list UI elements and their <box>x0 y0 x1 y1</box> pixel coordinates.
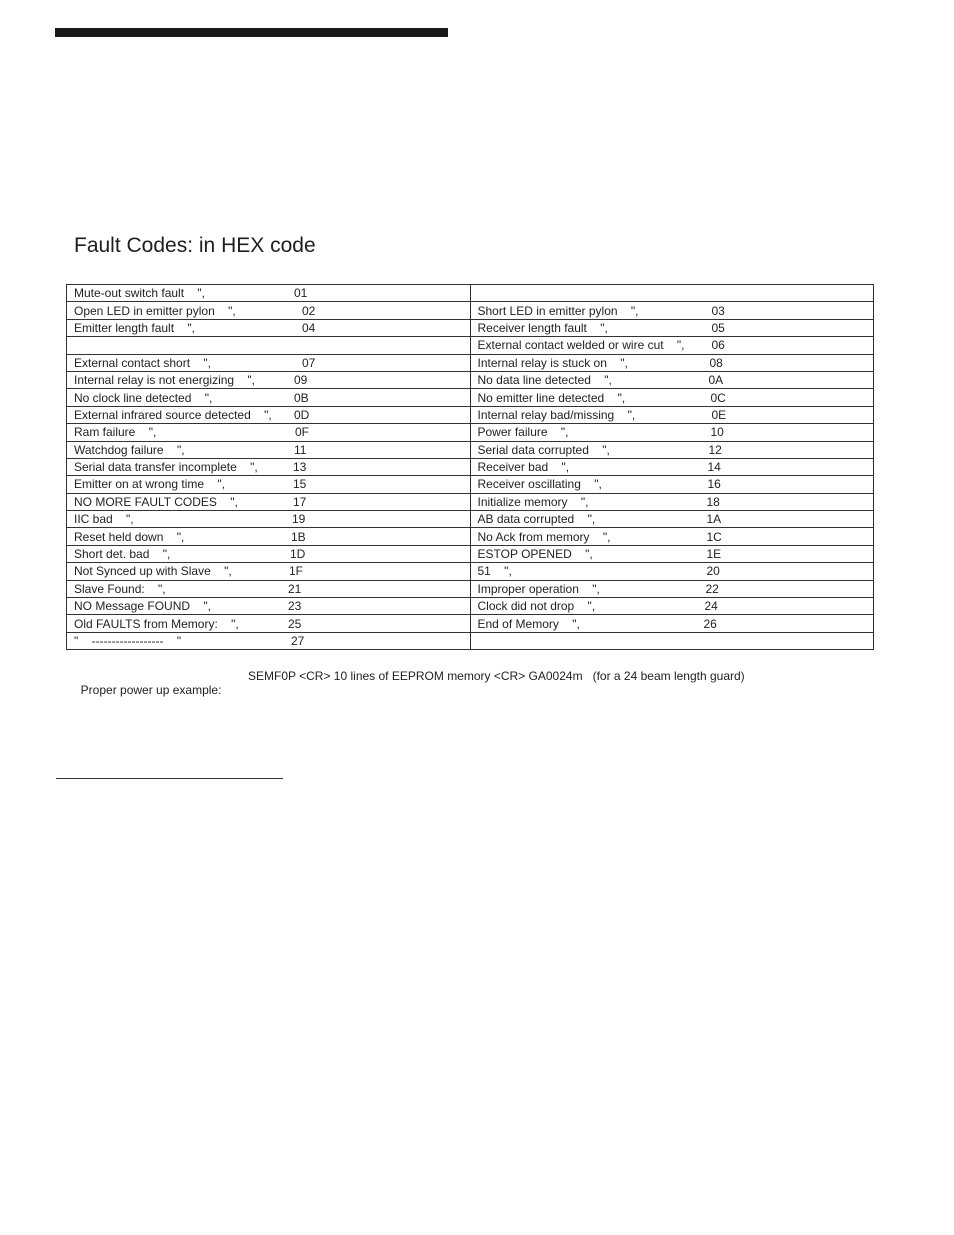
fault-label: No data line detected ", <box>477 373 612 388</box>
fault-cell-left <box>67 632 471 649</box>
table-row <box>67 528 874 545</box>
table-row <box>67 511 874 528</box>
fault-cell-right <box>470 319 874 336</box>
fault-code: 26 <box>703 616 717 631</box>
table-row <box>67 354 874 371</box>
page-title: Fault Codes: in HEX code <box>74 234 316 257</box>
table-row <box>67 598 874 615</box>
fault-label: Slave Found: ", <box>74 581 166 596</box>
fault-label: End of Memory ", <box>477 616 580 631</box>
fault-label: No Ack from memory ", <box>477 529 611 544</box>
table-row <box>67 337 874 354</box>
fault-cell-left <box>67 615 471 632</box>
fault-label: NO Message FOUND ", <box>74 599 211 614</box>
fault-cell-left <box>67 476 471 493</box>
fault-label: Serial data transfer incomplete ", <box>74 460 258 475</box>
fault-label: Power failure ", <box>477 425 569 440</box>
fault-cell-left <box>67 285 471 302</box>
fault-cell-left <box>67 424 471 441</box>
fault-label: External contact short ", <box>74 355 211 370</box>
table-row <box>67 406 874 423</box>
fault-code: 08 <box>709 355 723 370</box>
fault-cell-right <box>470 580 874 597</box>
fault-label: AB data corrupted ", <box>477 512 596 527</box>
fault-cell-right <box>470 545 874 562</box>
fault-label: Clock did not drop ", <box>477 599 596 614</box>
fault-label: External contact welded or wire cut ", <box>477 338 685 353</box>
fault-cell-right <box>470 285 874 302</box>
fault-codes-table <box>66 284 874 650</box>
table-row <box>67 441 874 458</box>
table-row <box>67 302 874 319</box>
fault-cell-right <box>470 563 874 580</box>
fault-code: 20 <box>706 564 720 579</box>
fault-cell-left <box>67 302 471 319</box>
fault-cell-left <box>67 337 471 354</box>
fault-cell-right <box>470 389 874 406</box>
table-row <box>67 563 874 580</box>
fault-code: 23 <box>288 599 302 614</box>
fault-label: Receiver length fault ", <box>477 320 608 335</box>
fault-label: NO MORE FAULT CODES ", <box>74 494 238 509</box>
fault-label: Receiver bad ", <box>477 460 570 475</box>
fault-label: Old FAULTS from Memory: ", <box>74 616 239 631</box>
fault-code: 1C <box>706 529 722 544</box>
fault-code: 10 <box>710 425 724 440</box>
fault-cell-right <box>470 493 874 510</box>
fault-cell-right <box>470 406 874 423</box>
fault-code: 25 <box>288 616 302 631</box>
fault-cell-right <box>470 615 874 632</box>
fault-label: 51 ", <box>477 564 512 579</box>
fault-code: 27 <box>291 634 305 648</box>
table-row <box>67 476 874 493</box>
fault-code: 0E <box>711 407 727 422</box>
power-up-example <box>74 669 745 711</box>
fault-code: 1D <box>290 547 306 562</box>
fault-label: Initialize memory ", <box>477 494 589 509</box>
footer-rule <box>56 778 283 779</box>
fault-label: Emitter length fault ", <box>74 320 195 335</box>
fault-cell-right <box>470 528 874 545</box>
fault-label: Receiver oscillating ", <box>477 477 602 492</box>
fault-cell-left <box>67 319 471 336</box>
fault-code: 19 <box>292 512 306 527</box>
table-row <box>67 285 874 302</box>
fault-label: ESTOP OPENED ", <box>477 547 593 562</box>
fault-cell-left <box>67 580 471 597</box>
fault-cell-right <box>470 511 874 528</box>
fault-cell-right <box>470 371 874 388</box>
fault-label: No clock line detected ", <box>74 390 213 405</box>
fault-code: 14 <box>707 460 721 475</box>
fault-cell-right <box>470 476 874 493</box>
fault-code: 1F <box>289 564 304 579</box>
fault-code: 03 <box>711 303 725 318</box>
fault-label: Open LED in emitter pylon ", <box>74 303 236 318</box>
fault-cell-left <box>67 441 471 458</box>
fault-code: 16 <box>707 477 721 492</box>
table-row <box>67 545 874 562</box>
fault-label: No emitter line detected ", <box>477 390 626 405</box>
header-rule <box>55 28 448 37</box>
fault-code: 04 <box>302 320 316 335</box>
fault-cell-right <box>470 337 874 354</box>
fault-label: Ram failure ", <box>74 425 157 440</box>
fault-label: IIC bad ", <box>74 512 134 527</box>
fault-cell-left <box>67 458 471 475</box>
table-row <box>67 493 874 510</box>
fault-label: Improper operation ", <box>477 581 600 596</box>
fault-code: 17 <box>293 494 307 509</box>
fault-cell-right <box>470 302 874 319</box>
fault-code: 21 <box>288 581 302 596</box>
fault-code: 12 <box>708 442 722 457</box>
fault-code: 1B <box>291 529 306 544</box>
fault-cell-left <box>67 371 471 388</box>
fault-label: External infrared source detected ", <box>74 407 272 422</box>
table-row <box>67 371 874 388</box>
fault-cell-left <box>67 493 471 510</box>
table-row <box>67 319 874 336</box>
fault-cell-right <box>470 598 874 615</box>
fault-cell-left <box>67 406 471 423</box>
fault-code: 11 <box>294 442 307 457</box>
fault-cell-left <box>67 545 471 562</box>
fault-label: " ------------------ " <box>74 634 182 648</box>
fault-label: Not Synced up with Slave ", <box>74 564 232 579</box>
fault-cell-right <box>470 441 874 458</box>
table-row <box>67 632 874 649</box>
fault-label: Internal relay bad/missing ", <box>477 407 636 422</box>
fault-cell-left <box>67 528 471 545</box>
fault-cell-left <box>67 354 471 371</box>
fault-cell-right <box>470 458 874 475</box>
fault-cell-right <box>470 424 874 441</box>
fault-code: 01 <box>294 286 308 301</box>
fault-label: Serial data corrupted ", <box>477 442 610 457</box>
fault-code: 0D <box>294 407 310 422</box>
power-up-example-label: Proper power up example: <box>80 683 222 697</box>
fault-cell-left <box>67 563 471 580</box>
fault-cell-right <box>470 354 874 371</box>
fault-code: 02 <box>302 303 316 318</box>
fault-code: 1A <box>706 512 722 527</box>
fault-code: 0B <box>294 390 309 405</box>
fault-cell-left <box>67 598 471 615</box>
fault-code: 07 <box>302 355 316 370</box>
fault-code: 0A <box>708 373 724 388</box>
table-row <box>67 580 874 597</box>
fault-code: 05 <box>711 320 725 335</box>
fault-label: Mute-out switch fault ", <box>74 286 205 301</box>
fault-label: Internal relay is stuck on ", <box>477 355 628 370</box>
fault-label: Internal relay is not energizing ", <box>74 373 256 388</box>
fault-code: 15 <box>293 477 307 492</box>
fault-code: 06 <box>711 338 725 353</box>
fault-code: 18 <box>706 494 720 509</box>
fault-label: Short det. bad ", <box>74 547 171 562</box>
table-row <box>67 615 874 632</box>
fault-code: 0F <box>295 425 310 440</box>
fault-code: 24 <box>704 599 718 614</box>
fault-code: 1E <box>706 547 722 562</box>
fault-cell-left <box>67 389 471 406</box>
fault-label: Reset held down ", <box>74 529 185 544</box>
table-row <box>67 458 874 475</box>
fault-code: 22 <box>705 581 719 596</box>
fault-code: 09 <box>294 373 308 388</box>
fault-label: Short LED in emitter pylon ", <box>477 303 639 318</box>
fault-code: 13 <box>293 460 307 475</box>
fault-label: Emitter on at wrong time ", <box>74 477 225 492</box>
fault-code: 0C <box>710 390 726 405</box>
fault-label: Watchdog failure ", <box>74 442 185 457</box>
table-row <box>67 424 874 441</box>
fault-cell-right <box>470 632 874 649</box>
table-row <box>67 389 874 406</box>
fault-cell-left <box>67 511 471 528</box>
power-up-example-value: SEMF0P <CR> 10 lines of EEPROM memory <CR> GA0024m (for a 24 beam length guard) <box>248 669 745 683</box>
